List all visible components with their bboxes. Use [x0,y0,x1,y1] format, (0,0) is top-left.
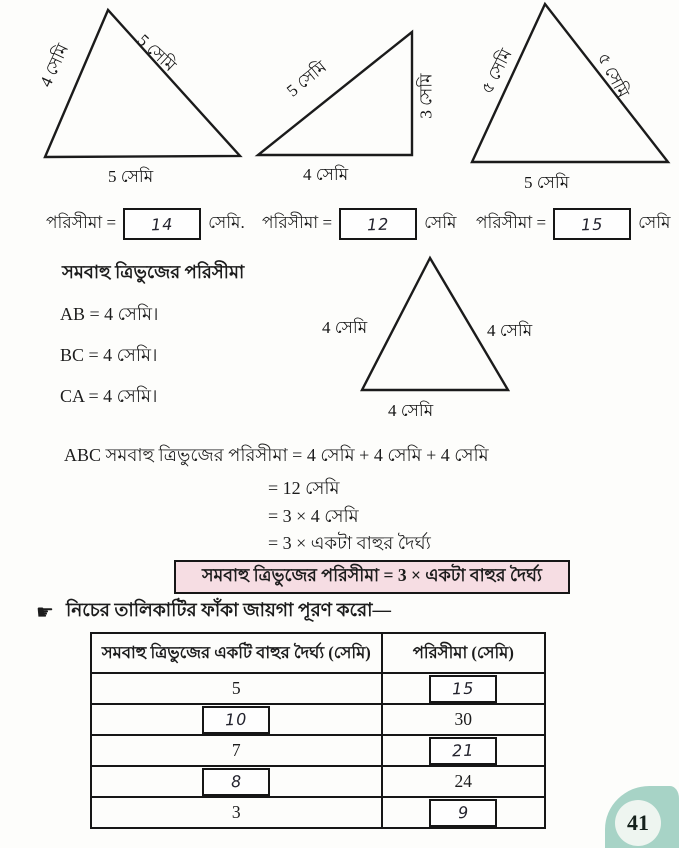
instruction-text: নিচের তালিকাটির ফাঁকা জায়গা পূরণ করো— [65,601,392,621]
perimeter-1-label: পরিসীমা = [46,213,117,232]
table-row [91,673,545,704]
page-number: 41 [615,800,661,846]
perimeter-2-label: পরিসীমা = [262,213,333,232]
table-row [91,766,545,797]
handwritten-value: 10 [224,709,248,730]
equilateral-left-side-label: 4 সেমি [322,318,368,337]
side-ca-line: CA = 4 সেমি। [60,386,158,406]
equilateral-right-side-label: 4 সেমি [487,321,533,340]
side-value-cell: 3 [91,797,382,828]
table-answer-box [429,799,497,827]
formula-highlight-box: সমবাহু ত্রিভুজের পরিসীমা = 3 × একটা বাহুর দৈর্ঘ্য [174,560,570,594]
perimeter-3-handwritten-value: 15 [580,214,604,234]
perimeter-2-answer-box [339,208,417,240]
triangle-3-bottom-side-label: 5 সেমি [524,173,570,192]
perimeter-3-unit: সেমি [638,213,671,232]
perimeter-value-cell: 30 [382,704,545,735]
perimeter-1-answer-box [123,208,201,240]
table-answer-box [202,706,270,734]
perimeter-2-unit: সেমি [424,213,457,232]
triangle-1-outline [40,5,245,160]
equation-line-4: = 3 × একটা বাহুর দৈর্ঘ্য [268,533,431,553]
table-answer-box [202,768,270,796]
triangle-1-left-side-label: 4 সেমি [36,40,73,90]
perimeter-answer-1 [46,208,245,240]
triangle-3-left-side-label: ৫ সেমি [477,45,516,97]
table-row [91,797,545,828]
perimeter-2-handwritten-value: 12 [366,214,390,234]
triangle-2-outline [252,28,418,160]
equation-line-2: = 12 সেমি [268,478,340,498]
perimeter-1-handwritten-value: 14 [150,214,174,234]
page-number-badge [605,786,679,848]
triangle-1-bottom-side-label: 5 সেমি [108,167,154,186]
side-answer-cell [91,766,382,797]
handwritten-value: 21 [451,740,475,761]
perimeter-answer-cell [382,673,545,704]
handwritten-value: 15 [451,678,475,699]
instruction-line [36,596,391,627]
equation-line-3: = 3 × 4 সেমি [268,506,359,526]
side-value-cell: 7 [91,735,382,766]
equilateral-section-heading: সমবাহু ত্রিভুজের পরিসীমা [62,262,245,282]
triangle-2-right-side-label: 3 সেমি [416,73,436,119]
triangle-1-right-side-label: 5 সেমি [133,30,180,76]
handwritten-value: 8 [230,771,243,792]
triangle-2-hypotenuse-label: 5 সেমি [283,57,331,101]
side-answer-cell [91,704,382,735]
side-length-column-header: সমবাহু ত্রিভুজের একটি বাহুর দৈর্ঘ্য (সেমি) [91,633,382,673]
perimeter-1-unit: সেমি. [208,213,245,232]
equation-line-1: ABC সমবাহু ত্রিভুজের পরিসীমা = 4 সেমি + 4 সেমি + 4 সেমি [64,445,489,465]
triangle-2-bottom-side-label: 4 সেমি [303,165,349,184]
pointing-hand-icon: ☛ [36,599,54,624]
side-bc-line: BC = 4 সেমি। [60,345,158,365]
perimeter-column-header: পরিসীমা (সেমি) [382,633,545,673]
equilateral-bottom-side-label: 4 সেমি [388,401,434,420]
perimeter-answer-cell [382,735,545,766]
triangle-3-right-side-label: ৫ সেমি [593,49,633,101]
perimeter-fill-table [90,632,546,829]
perimeter-value-cell: 24 [382,766,545,797]
side-value-cell: 5 [91,673,382,704]
handwritten-value: 9 [457,802,470,823]
table-header-row [91,633,545,673]
side-ab-line: AB = 4 সেমি। [60,304,159,324]
table-answer-box [429,675,497,703]
table-row [91,704,545,735]
perimeter-answer-2 [262,208,457,240]
perimeter-answer-3 [476,208,671,240]
table-row [91,735,545,766]
perimeter-3-label: পরিসীমা = [476,213,547,232]
perimeter-3-answer-box [553,208,631,240]
perimeter-answer-cell [382,797,545,828]
table-answer-box [429,737,497,765]
